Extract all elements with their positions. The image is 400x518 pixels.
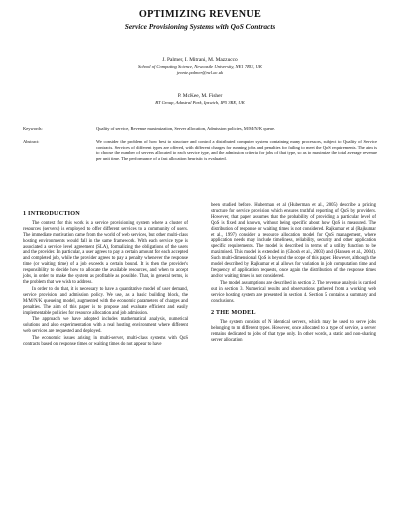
- author-block-1: [0, 57, 400, 76]
- author-affiliation: School of Computing Science, Newcastle University, NE1 7RU, UK: [138, 64, 262, 69]
- abstract-label: Abstract:: [23, 139, 40, 144]
- paragraph: The approach we have adopted includes mathematical analysis, numerical solutions and also experimentation with a real hosting environment where different web services are requested and deployed.: [23, 317, 188, 335]
- paragraph: In order to do that, it is necessary to have a quantitative model of user demand, service provision and admission policy. We use, as a basic building block, the M/M/N/K queueing model, augmented with the economic parameters of charges and penalties. The aim of this paper is to propose and evaluate efficient and easily implementable policies for resource allocation and job admission.: [23, 286, 188, 316]
- section-heading: 2 THE MODEL: [211, 309, 256, 317]
- left-column: [23, 211, 188, 348]
- author-names: P. McKee, M. Fisher: [177, 93, 223, 99]
- keywords-label: Keywords:: [23, 126, 43, 131]
- section-heading: 1 INTRODUCTION: [23, 210, 80, 217]
- author-names: J. Palmer, I. Mitrani, M. Mazzucco: [162, 57, 238, 63]
- abstract-text: We consider the problem of how best to structure and control a distributed computer system containing many processors, subject to Quality of Service contracts. Services of different types are offered, with different charges for running jobs and penalties for failing to meet the QoS requirements. The aim is to choose the number of servers allocated to each service type, and the admission criteria for jobs of that type, so as to maximize the total average revenue per unit time. The performance of a fast allocation heuristic is evaluated.: [96, 139, 377, 162]
- author-block-2: [0, 93, 400, 106]
- paragraph: The economic issues arising in multi-server, multi-class systems with QoS contracts based on response times or waiting times do not appear to have: [23, 336, 188, 348]
- paper-subtitle: Service Provisioning Systems with QoS Contracts: [124, 22, 276, 31]
- keywords-text: Quality of service, Revenue maximization, Server allocation, Admission policies, M/M/N/K queue.: [96, 126, 276, 131]
- paragraph: been studied before. Huberman et al (Huberman et al., 2005) describe a pricing structure for service provision which ensures truthful reporting of QoS by providers. However, that paper assumes that the probability of providing a particular level of QoS is fixed and known, without being specific about how QoS is measured. The distribution of response or waiting times is not considered. Rajkumar et al (Rajkumar et al., 1997) consider a resource allocation model for QoS management, where application needs may include timeliness, reliability, security and other application specific requirements. The model is described in terms of a utility function to be maximised. This model is extended in (Ghosh et al., 2003) and (Hansen et al., 2004). Such multi-dimensional QoS is beyond the scope of this paper. However, although the model described by Rajkumar et al allows for variation in job computation time and frequency of application requests, once again the distribution of the response times and/or waiting times is not considered.: [211, 203, 376, 279]
- right-column: [211, 203, 376, 344]
- paragraph: The system consists of N identical servers, which may be used to serve jobs belonging to m different types. However, once allocated to a type of service, a server remains dedicated to jobs of that type only. In other words, a static and non-sharing server allocation: [211, 320, 376, 344]
- paragraph: The context for this work is a service provisioning system where a cluster of resources (servers) is employed to offer different services to a community of users. The immediate motivation came from the world of web services, but other multi-class hosting environments would fall in the same framework. With each service type is associated a service level agreement (SLA), formalizing the obligations of the users and the provider. In particular, a user agrees to pay a certain amount for each accepted and completed job, while the provider agrees to pay a penalty whenever the response time (or waiting time) of a job exceeds a certain bound. It is then the provider's responsibility to decide how to allocate the available resources, and when to accept jobs, in order to make the system as profitable as possible. That, in general terms, is the problem that we wish to address.: [23, 220, 188, 285]
- author-affiliation: BT Group, Adastral Park, Ipswich, IP5 3RE, UK: [155, 100, 245, 105]
- paragraph: The model assumptions are described in section 2. The revenue analysis is carried out in section 3. Numerical results and observations gathered from a working web service hosting system are presented in section 4. Section 5 contains a summary and conclusions.: [211, 280, 376, 304]
- author-email: jennie.palmer@ncl.ac.uk: [176, 70, 224, 75]
- paper-title: OPTIMIZING REVENUE: [138, 9, 262, 20]
